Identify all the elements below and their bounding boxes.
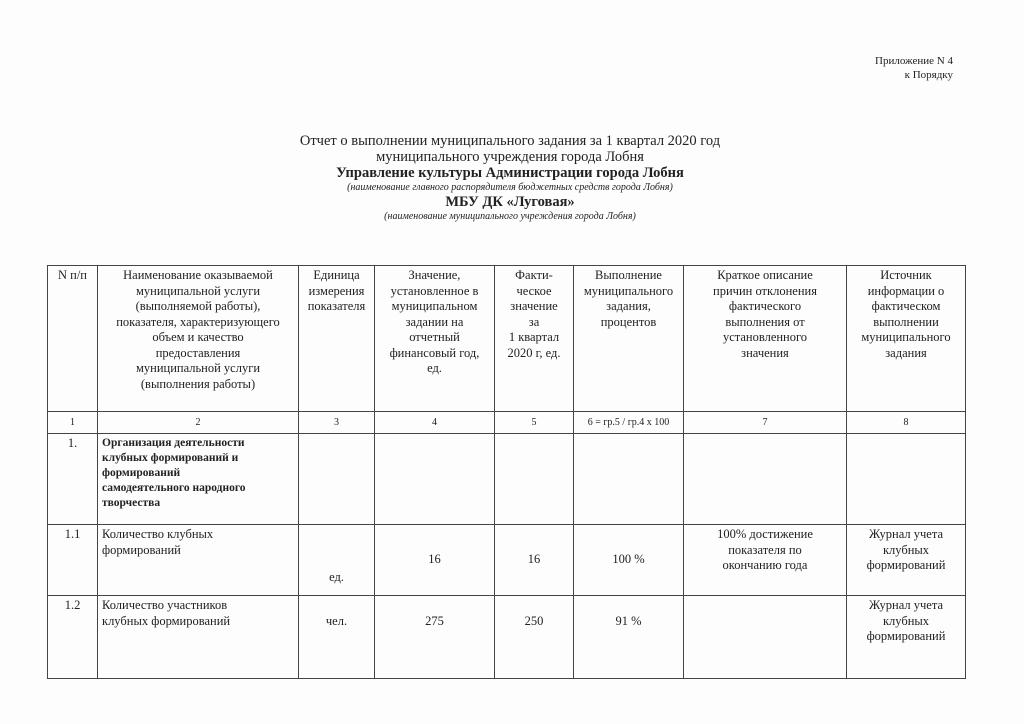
column-number-row (48, 412, 966, 434)
report-subtitle: муниципального учреждения города Лобня (376, 149, 644, 165)
row-planned (375, 434, 495, 525)
column-number: 8 (847, 412, 966, 434)
table-row (48, 596, 966, 679)
header-unit: Единица измерения показателя (299, 266, 375, 412)
row-num: 1. (48, 434, 98, 525)
row-actual: 16 (495, 525, 574, 596)
table-row (48, 525, 966, 596)
row-name: Количество участников клубных формирований (98, 596, 299, 679)
table-row (48, 434, 966, 525)
row-percent: 91 % (574, 596, 684, 679)
row-source (847, 434, 966, 525)
column-number: 5 (495, 412, 574, 434)
report-table (47, 265, 966, 679)
row-name: Количество клубных формирований (98, 525, 299, 596)
header-planned: Значение, установленное в муниципальном задании на отчетный финансовый год, ед. (375, 266, 495, 412)
column-number: 6 = гр.5 / гр.4 x 100 (574, 412, 684, 434)
header-name: Наименование оказываемой муниципальной услуги (выполняемой работы), показателя, характеризующего объем и качество предоставления муниципальной услуги (выполнения работы) (98, 266, 299, 412)
header-row (48, 266, 966, 412)
row-unit: ед. (299, 525, 375, 596)
row-actual (495, 434, 574, 525)
institution-name: МБУ ДК «Луговая» (445, 194, 575, 210)
header-reason: Краткое описание причин отклонения фактического выполнения от установленного значения (684, 266, 847, 412)
report-heading (250, 133, 770, 223)
row-num: 1.1 (48, 525, 98, 596)
institution-note: (наименование муниципального учреждения города Лобня) (384, 211, 636, 222)
row-actual: 250 (495, 596, 574, 679)
header-actual: Факти- ческое значение за 1 квартал 2020 г, ед. (495, 266, 574, 412)
row-name: Организация деятельности клубных формирований и формирований самодеятельного народного творчества (98, 434, 299, 525)
column-number: 7 (684, 412, 847, 434)
appendix-label: Приложение N 4 к Порядку (875, 55, 953, 81)
row-reason (684, 434, 847, 525)
row-reason (684, 596, 847, 679)
column-number: 1 (48, 412, 98, 434)
row-unit (299, 434, 375, 525)
column-number: 4 (375, 412, 495, 434)
row-source: Журнал учета клубных формирований (847, 525, 966, 596)
header-source: Источник информации о фактическом выполнении муниципального задания (847, 266, 966, 412)
row-reason: 100% достижение показателя по окончанию года (684, 525, 847, 596)
row-planned: 16 (375, 525, 495, 596)
authority-name: Управление культуры Администрации города Лобня (336, 165, 684, 181)
row-source: Журнал учета клубных формирований (847, 596, 966, 679)
row-percent: 100 % (574, 525, 684, 596)
report-title: Отчет о выполнении муниципального задания за 1 квартал 2020 год (299, 133, 721, 149)
header-percent: Выполнение муниципального задания, процентов (574, 266, 684, 412)
row-planned: 275 (375, 596, 495, 679)
row-unit: чел. (299, 596, 375, 679)
column-number: 3 (299, 412, 375, 434)
row-percent (574, 434, 684, 525)
header-num: N п/п (48, 266, 98, 412)
authority-note: (наименование главного распорядителя бюджетных средств города Лобня) (347, 182, 673, 193)
column-number: 2 (98, 412, 299, 434)
row-num: 1.2 (48, 596, 98, 679)
